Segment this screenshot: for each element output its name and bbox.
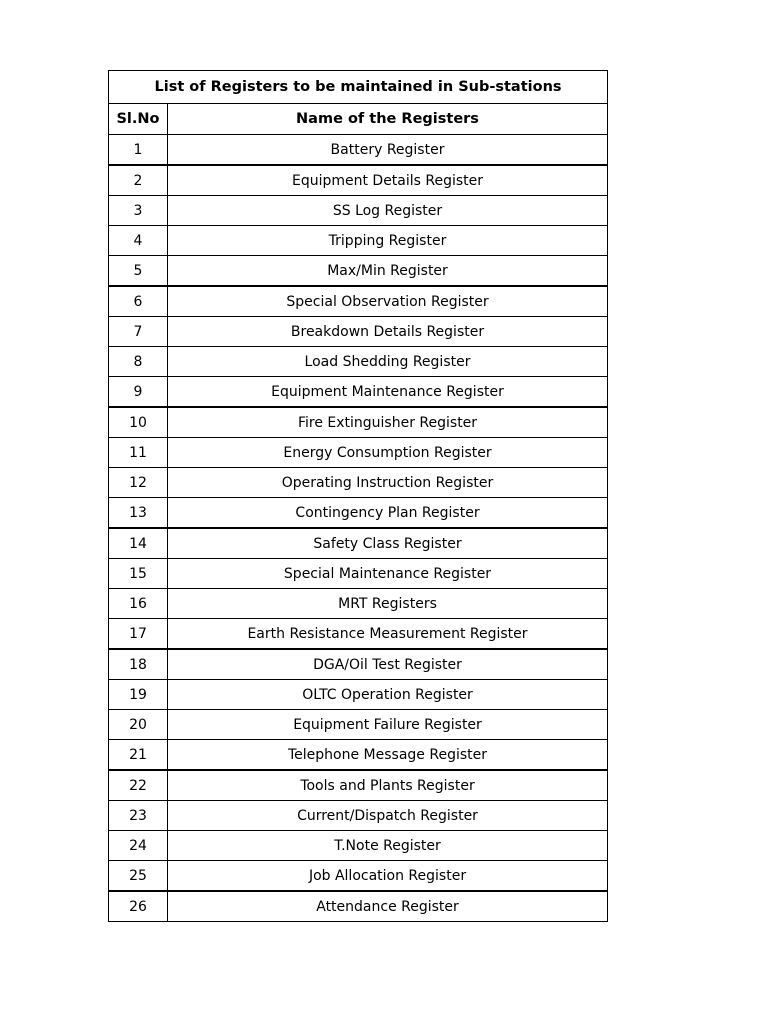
table-row xyxy=(109,226,608,256)
serial-number-cell: 10 xyxy=(109,407,168,438)
table-row xyxy=(109,710,608,740)
table-row xyxy=(109,438,608,468)
serial-number-cell: 11 xyxy=(109,438,168,468)
register-name-cell: Special Maintenance Register xyxy=(168,559,608,589)
register-name-cell: Equipment Maintenance Register xyxy=(168,377,608,408)
table-row xyxy=(109,649,608,680)
table-row xyxy=(109,680,608,710)
table-row xyxy=(109,347,608,377)
serial-number-cell: 23 xyxy=(109,801,168,831)
register-name-cell: Battery Register xyxy=(168,135,608,166)
table-row xyxy=(109,196,608,226)
serial-number-cell: 15 xyxy=(109,559,168,589)
table-row xyxy=(109,407,608,438)
table-row xyxy=(109,740,608,771)
serial-number-cell: 24 xyxy=(109,831,168,861)
table-row xyxy=(109,861,608,892)
table-title: List of Registers to be maintained in Sub-stations xyxy=(109,71,608,104)
register-name-cell: Earth Resistance Measurement Register xyxy=(168,619,608,650)
serial-number-cell: 7 xyxy=(109,317,168,347)
serial-number-cell: 17 xyxy=(109,619,168,650)
serial-number-cell: 12 xyxy=(109,468,168,498)
serial-number-cell: 18 xyxy=(109,649,168,680)
register-name-header: Name of the Registers xyxy=(168,104,608,135)
register-name-cell: Max/Min Register xyxy=(168,256,608,287)
table-row xyxy=(109,256,608,287)
serial-number-cell: 20 xyxy=(109,710,168,740)
table-row xyxy=(109,377,608,408)
serial-number-cell: 25 xyxy=(109,861,168,892)
register-name-cell: Load Shedding Register xyxy=(168,347,608,377)
register-name-cell: Contingency Plan Register xyxy=(168,498,608,529)
serial-number-cell: 14 xyxy=(109,528,168,559)
serial-number-cell: 1 xyxy=(109,135,168,166)
serial-number-cell: 26 xyxy=(109,891,168,922)
register-name-cell: Equipment Failure Register xyxy=(168,710,608,740)
register-name-cell: Breakdown Details Register xyxy=(168,317,608,347)
table-row xyxy=(109,468,608,498)
register-name-cell: Telephone Message Register xyxy=(168,740,608,771)
table-row xyxy=(109,559,608,589)
serial-number-cell: 21 xyxy=(109,740,168,771)
table-header-row xyxy=(109,104,608,135)
register-name-cell: Fire Extinguisher Register xyxy=(168,407,608,438)
table-row xyxy=(109,498,608,529)
register-name-cell: OLTC Operation Register xyxy=(168,680,608,710)
table-row xyxy=(109,135,608,166)
serial-number-cell: 8 xyxy=(109,347,168,377)
serial-number-cell: 13 xyxy=(109,498,168,529)
table-row xyxy=(109,770,608,801)
table-row xyxy=(109,891,608,922)
table-row xyxy=(109,831,608,861)
table-row xyxy=(109,528,608,559)
table-row xyxy=(109,619,608,650)
register-name-cell: SS Log Register xyxy=(168,196,608,226)
table-title-row xyxy=(109,71,608,104)
register-rows xyxy=(109,135,608,922)
register-name-cell: Tripping Register xyxy=(168,226,608,256)
register-name-cell: Special Observation Register xyxy=(168,286,608,317)
register-name-cell: MRT Registers xyxy=(168,589,608,619)
register-name-cell: Safety Class Register xyxy=(168,528,608,559)
serial-number-cell: 6 xyxy=(109,286,168,317)
serial-number-header: Sl.No xyxy=(109,104,168,135)
serial-number-cell: 4 xyxy=(109,226,168,256)
table-row xyxy=(109,801,608,831)
serial-number-cell: 2 xyxy=(109,165,168,196)
table-row xyxy=(109,589,608,619)
serial-number-cell: 19 xyxy=(109,680,168,710)
register-name-cell: Attendance Register xyxy=(168,891,608,922)
serial-number-cell: 22 xyxy=(109,770,168,801)
serial-number-cell: 5 xyxy=(109,256,168,287)
register-name-cell: Equipment Details Register xyxy=(168,165,608,196)
register-name-cell: Energy Consumption Register xyxy=(168,438,608,468)
table-row xyxy=(109,317,608,347)
register-name-cell: Job Allocation Register xyxy=(168,861,608,892)
serial-number-cell: 16 xyxy=(109,589,168,619)
register-name-cell: Tools and Plants Register xyxy=(168,770,608,801)
register-name-cell: DGA/Oil Test Register xyxy=(168,649,608,680)
register-name-cell: Current/Dispatch Register xyxy=(168,801,608,831)
register-table xyxy=(108,70,608,922)
serial-number-cell: 3 xyxy=(109,196,168,226)
register-name-cell: T.Note Register xyxy=(168,831,608,861)
register-name-cell: Operating Instruction Register xyxy=(168,468,608,498)
table-row xyxy=(109,165,608,196)
table-row xyxy=(109,286,608,317)
serial-number-cell: 9 xyxy=(109,377,168,408)
